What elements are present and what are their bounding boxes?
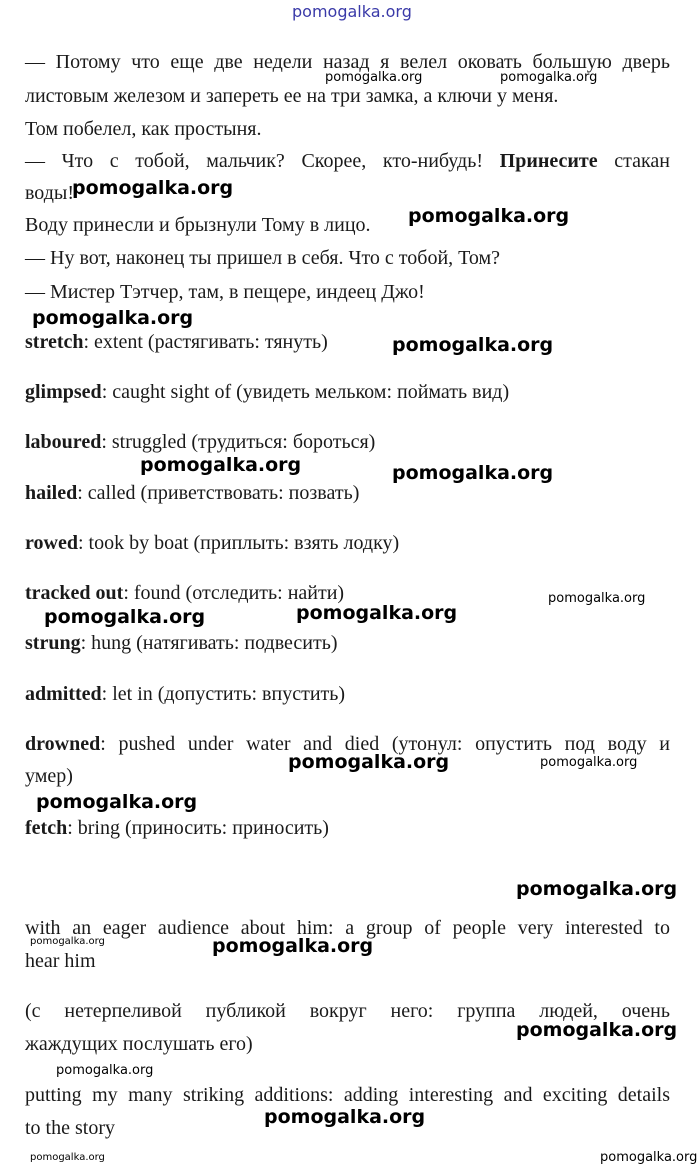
watermark: pomogalka.org: [288, 751, 450, 773]
watermark: pomogalka.org: [500, 70, 598, 85]
glossary-term: stretch: [25, 331, 84, 353]
glossary-definition: : bring (приносить: приносить): [67, 817, 329, 839]
glossary-item: [25, 330, 670, 354]
watermark: pomogalka.org: [548, 591, 646, 606]
phrase-line: putting my many striking additions: adding interesting and exciting details: [25, 1084, 670, 1106]
glossary-item: [25, 481, 670, 505]
glossary-definition: : struggled (трудиться: бороться): [101, 431, 376, 453]
story-line: — Ну вот, наконец ты пришел в себя. Что с тобой, Том?: [25, 247, 501, 269]
glossary-term: admitted: [25, 683, 102, 705]
story-line: — Мистер Тэтчер, там, в пещере, индеец Джо!: [25, 281, 425, 303]
watermark: pomogalka.org: [32, 307, 194, 329]
glossary-item: [25, 682, 670, 706]
glossary-definition: : extent (растягивать: тянуть): [83, 331, 328, 353]
glossary-term: rowed: [25, 532, 78, 554]
glossary-definition: : pushed under water and died (утонул: опустить под воду и: [100, 733, 670, 755]
watermark: pomogalka.org: [296, 602, 458, 624]
glossary-item: [25, 531, 670, 555]
watermark: pomogalka.org: [408, 205, 570, 227]
glossary-term: fetch: [25, 817, 68, 839]
watermark: pomogalka.org: [44, 606, 206, 628]
watermark: pomogalka.org: [392, 334, 554, 356]
glossary-term: hailed: [25, 482, 78, 504]
glossary-definition: : caught sight of (увидеть мельком: поймать вид): [101, 381, 510, 403]
watermark: pomogalka.org: [264, 1106, 426, 1128]
watermark: pomogalka.org: [392, 462, 554, 484]
story-line: Воду принесли и брызнули Тому в лицо.: [25, 214, 371, 236]
glossary-item: [25, 380, 670, 404]
glossary-definition: : found (отследить: найти): [123, 582, 345, 604]
story-text: — Что с тобой, мальчик? Скорее, кто-нибудь!: [25, 150, 500, 172]
glossary-definition: : let in (допустить: впустить): [101, 683, 346, 705]
story-bold-text: Принесите: [499, 150, 598, 172]
watermark: pomogalka.org: [516, 878, 678, 900]
watermark: pomogalka.org: [540, 755, 638, 770]
glossary-term: laboured: [25, 431, 102, 453]
glossary-definition: : took by boat (приплыть: взять лодку): [77, 532, 400, 554]
watermark: pomogalka.org: [56, 1063, 154, 1078]
story-line: Том побелел, как простыня.: [25, 118, 262, 140]
watermark: pomogalka.org: [30, 1152, 105, 1163]
watermark: pomogalka.org: [30, 936, 105, 947]
story-line: листовым железом и запереть ее на три замка, а ключи у меня.: [25, 85, 559, 107]
glossary-continuation: умер): [25, 765, 73, 787]
phrase-line: to the story: [25, 1117, 115, 1139]
watermark: pomogalka.org: [140, 454, 302, 476]
glossary-definition: : hung (натягивать: подвесить): [80, 632, 338, 654]
watermark: pomogalka.org: [325, 70, 423, 85]
glossary-term: drowned: [25, 733, 101, 755]
watermark: pomogalka.org: [36, 791, 198, 813]
glossary-term: glimpsed: [25, 381, 102, 403]
site-header-watermark: pomogalka.org: [292, 2, 412, 21]
glossary-term: tracked out: [25, 582, 124, 604]
watermark: pomogalka.org: [212, 935, 374, 957]
glossary-definition: : called (приветствовать: позвать): [77, 482, 360, 504]
glossary-item: [25, 816, 670, 840]
watermark: pomogalka.org: [72, 177, 234, 199]
glossary-item: [25, 631, 670, 655]
watermark: pomogalka.org: [516, 1019, 678, 1041]
story-line: [25, 149, 670, 173]
watermark: pomogalka.org: [600, 1150, 698, 1165]
glossary-term: strung: [25, 632, 81, 654]
phrase-line: жаждущих послушать его): [25, 1033, 253, 1055]
phrase-line: hear him: [25, 950, 96, 972]
story-line: — Потому что еще две недели назад я велел оковать большую дверь: [25, 51, 670, 73]
story-text: стакан: [597, 150, 670, 172]
story-line: воды!: [25, 182, 75, 204]
glossary-item: [25, 430, 670, 454]
phrase-line: with an eager audience about him: a group of people very interested to: [25, 917, 670, 939]
phrase-line: (с нетерпеливой публикой вокруг него: группа людей, очень: [25, 1000, 670, 1022]
